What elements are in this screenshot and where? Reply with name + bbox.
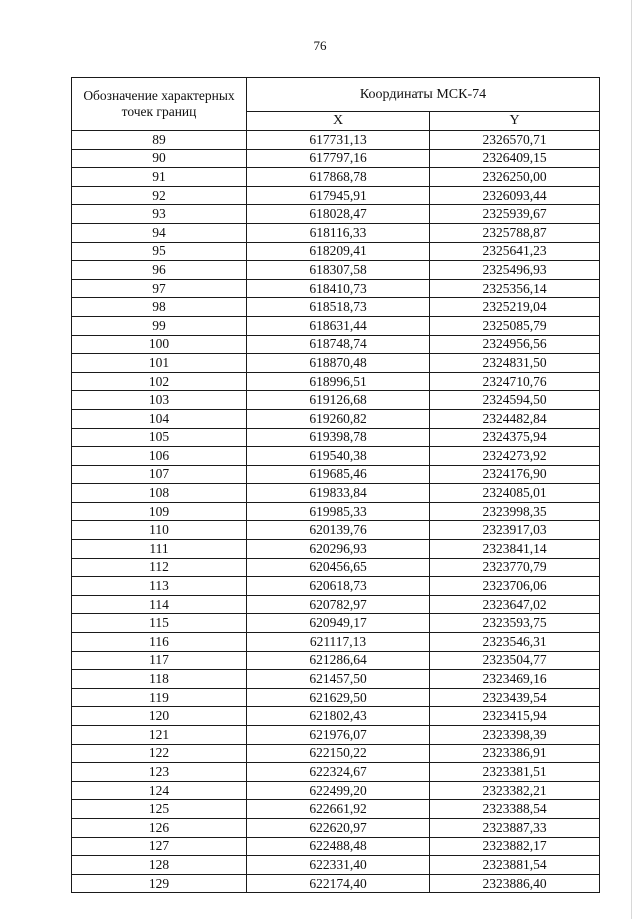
table-row <box>72 558 600 577</box>
point-cell: 118 <box>72 670 247 689</box>
y-coordinate-cell: 2324710,76 <box>430 372 600 391</box>
x-coordinate-cell: 618209,41 <box>247 242 430 261</box>
point-cell: 119 <box>72 688 247 707</box>
point-cell: 110 <box>72 521 247 540</box>
x-coordinate-cell: 618307,58 <box>247 261 430 280</box>
y-coordinate-cell: 2324594,50 <box>430 391 600 410</box>
y-coordinate-cell: 2323886,40 <box>430 874 600 893</box>
y-coordinate-cell: 2323398,39 <box>430 726 600 745</box>
table-header <box>72 78 600 131</box>
x-coordinate-cell: 622174,40 <box>247 874 430 893</box>
x-coordinate-cell: 619260,82 <box>247 409 430 428</box>
table-row <box>72 651 600 670</box>
x-coordinate-cell: 622331,40 <box>247 856 430 875</box>
table-row <box>72 131 600 150</box>
table-row <box>72 763 600 782</box>
y-coordinate-cell: 2326250,00 <box>430 168 600 187</box>
point-cell: 98 <box>72 298 247 317</box>
table-row <box>72 595 600 614</box>
y-coordinate-cell: 2323504,77 <box>430 651 600 670</box>
point-cell: 127 <box>72 837 247 856</box>
table-row <box>72 298 600 317</box>
table-row <box>72 818 600 837</box>
point-cell: 104 <box>72 409 247 428</box>
y-coordinate-cell: 2325939,67 <box>430 205 600 224</box>
table-row <box>72 354 600 373</box>
x-coordinate-cell: 622150,22 <box>247 744 430 763</box>
point-cell: 112 <box>72 558 247 577</box>
x-coordinate-cell: 619985,33 <box>247 502 430 521</box>
table-row <box>72 372 600 391</box>
table-row <box>72 279 600 298</box>
y-coordinate-cell: 2325641,23 <box>430 242 600 261</box>
x-coordinate-cell: 621286,64 <box>247 651 430 670</box>
x-coordinate-cell: 619540,38 <box>247 447 430 466</box>
x-coordinate-cell: 622661,92 <box>247 800 430 819</box>
x-coordinate-cell: 620618,73 <box>247 577 430 596</box>
x-coordinate-cell: 617797,16 <box>247 149 430 168</box>
x-coordinate-cell: 618996,51 <box>247 372 430 391</box>
point-cell: 100 <box>72 335 247 354</box>
y-coordinate-cell: 2325356,14 <box>430 279 600 298</box>
point-cell: 99 <box>72 316 247 335</box>
y-coordinate-cell: 2323415,94 <box>430 707 600 726</box>
table-row <box>72 465 600 484</box>
point-cell: 128 <box>72 856 247 875</box>
x-coordinate-cell: 618518,73 <box>247 298 430 317</box>
table-row <box>72 223 600 242</box>
point-cell: 94 <box>72 223 247 242</box>
table-row <box>72 261 600 280</box>
x-coordinate-cell: 621976,07 <box>247 726 430 745</box>
x-coordinate-cell: 618028,47 <box>247 205 430 224</box>
x-coordinate-cell: 619833,84 <box>247 484 430 503</box>
x-coordinate-cell: 620949,17 <box>247 614 430 633</box>
table-row <box>72 744 600 763</box>
point-cell: 117 <box>72 651 247 670</box>
x-coordinate-cell: 622499,20 <box>247 781 430 800</box>
point-cell: 121 <box>72 726 247 745</box>
point-cell: 90 <box>72 149 247 168</box>
x-coordinate-cell: 617945,91 <box>247 186 430 205</box>
point-cell: 103 <box>72 391 247 410</box>
point-cell: 120 <box>72 707 247 726</box>
x-coordinate-cell: 622488,48 <box>247 837 430 856</box>
table-row <box>72 874 600 893</box>
page-number: 76 <box>313 38 327 53</box>
point-cell: 115 <box>72 614 247 633</box>
coordinates-table <box>71 77 600 893</box>
y-coordinate-cell: 2325788,87 <box>430 223 600 242</box>
point-cell: 129 <box>72 874 247 893</box>
y-coordinate-cell: 2324831,50 <box>430 354 600 373</box>
y-coordinate-cell: 2323770,79 <box>430 558 600 577</box>
x-coordinate-cell: 618410,73 <box>247 279 430 298</box>
y-coordinate-cell: 2324482,84 <box>430 409 600 428</box>
x-coordinate-cell: 617731,13 <box>247 131 430 150</box>
y-coordinate-cell: 2324176,90 <box>430 465 600 484</box>
x-coordinate-cell: 621117,13 <box>247 633 430 652</box>
table-row <box>72 688 600 707</box>
table-row <box>72 149 600 168</box>
table-row <box>72 781 600 800</box>
point-designation-header: Обозначение характерных точек границ <box>72 78 247 131</box>
y-coordinate-cell: 2323841,14 <box>430 540 600 559</box>
x-column-header: X <box>247 112 430 131</box>
y-coordinate-cell: 2326093,44 <box>430 186 600 205</box>
x-coordinate-cell: 622324,67 <box>247 763 430 782</box>
table-row <box>72 205 600 224</box>
table-row <box>72 577 600 596</box>
y-coordinate-cell: 2324273,92 <box>430 447 600 466</box>
y-coordinate-cell: 2323706,06 <box>430 577 600 596</box>
y-coordinate-cell: 2323998,35 <box>430 502 600 521</box>
x-coordinate-cell: 620456,65 <box>247 558 430 577</box>
x-coordinate-cell: 620296,93 <box>247 540 430 559</box>
point-cell: 113 <box>72 577 247 596</box>
point-cell: 114 <box>72 595 247 614</box>
point-cell: 106 <box>72 447 247 466</box>
point-cell: 107 <box>72 465 247 484</box>
y-coordinate-cell: 2323917,03 <box>430 521 600 540</box>
y-coordinate-cell: 2323881,54 <box>430 856 600 875</box>
x-coordinate-cell: 617868,78 <box>247 168 430 187</box>
table-row <box>72 484 600 503</box>
point-cell: 126 <box>72 818 247 837</box>
table-row <box>72 837 600 856</box>
point-cell: 105 <box>72 428 247 447</box>
x-coordinate-cell: 621457,50 <box>247 670 430 689</box>
y-coordinate-cell: 2326570,71 <box>430 131 600 150</box>
point-cell: 102 <box>72 372 247 391</box>
point-cell: 122 <box>72 744 247 763</box>
x-coordinate-cell: 618116,33 <box>247 223 430 242</box>
x-coordinate-cell: 619126,68 <box>247 391 430 410</box>
point-cell: 89 <box>72 131 247 150</box>
table-row <box>72 391 600 410</box>
point-cell: 95 <box>72 242 247 261</box>
table-row <box>72 316 600 335</box>
y-coordinate-cell: 2325085,79 <box>430 316 600 335</box>
x-coordinate-cell: 618748,74 <box>247 335 430 354</box>
y-coordinate-cell: 2323882,17 <box>430 837 600 856</box>
y-coordinate-cell: 2323647,02 <box>430 595 600 614</box>
x-coordinate-cell: 622620,97 <box>247 818 430 837</box>
point-cell: 116 <box>72 633 247 652</box>
x-coordinate-cell: 618631,44 <box>247 316 430 335</box>
point-cell: 91 <box>72 168 247 187</box>
table-row <box>72 186 600 205</box>
point-cell: 111 <box>72 540 247 559</box>
point-cell: 97 <box>72 279 247 298</box>
y-coordinate-cell: 2323386,91 <box>430 744 600 763</box>
y-coordinate-cell: 2323388,54 <box>430 800 600 819</box>
point-cell: 124 <box>72 781 247 800</box>
table-row <box>72 409 600 428</box>
table-row <box>72 168 600 187</box>
table-row <box>72 447 600 466</box>
y-coordinate-cell: 2323469,16 <box>430 670 600 689</box>
x-coordinate-cell: 618870,48 <box>247 354 430 373</box>
point-cell: 109 <box>72 502 247 521</box>
coordinate-system-header: Координаты МСК-74 <box>247 78 600 112</box>
y-coordinate-cell: 2323381,51 <box>430 763 600 782</box>
y-coordinate-cell: 2323593,75 <box>430 614 600 633</box>
y-coordinate-cell: 2323887,33 <box>430 818 600 837</box>
y-coordinate-cell: 2324085,01 <box>430 484 600 503</box>
point-cell: 96 <box>72 261 247 280</box>
y-coordinate-cell: 2325496,93 <box>430 261 600 280</box>
x-coordinate-cell: 621629,50 <box>247 688 430 707</box>
table-body <box>72 131 600 893</box>
table-row <box>72 800 600 819</box>
table-row <box>72 335 600 354</box>
y-column-header: Y <box>430 112 600 131</box>
point-cell: 101 <box>72 354 247 373</box>
point-cell: 92 <box>72 186 247 205</box>
table-row <box>72 242 600 261</box>
table-row <box>72 614 600 633</box>
table-row <box>72 633 600 652</box>
x-coordinate-cell: 619398,78 <box>247 428 430 447</box>
y-coordinate-cell: 2325219,04 <box>430 298 600 317</box>
table-row <box>72 502 600 521</box>
table-row <box>72 521 600 540</box>
y-coordinate-cell: 2324956,56 <box>430 335 600 354</box>
point-cell: 125 <box>72 800 247 819</box>
point-cell: 108 <box>72 484 247 503</box>
table-row <box>72 856 600 875</box>
x-coordinate-cell: 620782,97 <box>247 595 430 614</box>
y-coordinate-cell: 2323382,21 <box>430 781 600 800</box>
point-cell: 93 <box>72 205 247 224</box>
x-coordinate-cell: 621802,43 <box>247 707 430 726</box>
table-row <box>72 670 600 689</box>
table-row <box>72 428 600 447</box>
y-coordinate-cell: 2324375,94 <box>430 428 600 447</box>
y-coordinate-cell: 2323439,54 <box>430 688 600 707</box>
scan-edge-line <box>631 0 632 919</box>
table-row <box>72 726 600 745</box>
table-row <box>72 707 600 726</box>
x-coordinate-cell: 619685,46 <box>247 465 430 484</box>
table-row <box>72 540 600 559</box>
y-coordinate-cell: 2326409,15 <box>430 149 600 168</box>
point-cell: 123 <box>72 763 247 782</box>
x-coordinate-cell: 620139,76 <box>247 521 430 540</box>
y-coordinate-cell: 2323546,31 <box>430 633 600 652</box>
